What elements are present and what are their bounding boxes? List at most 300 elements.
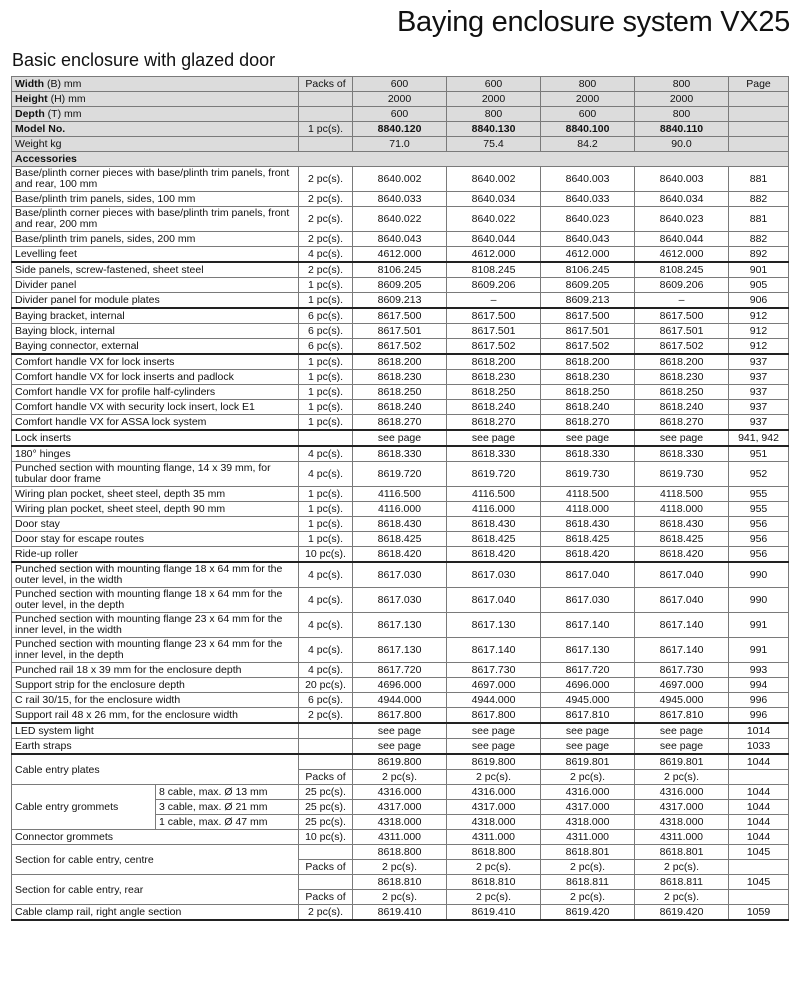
model-value-cell: 8618.330 [353,446,447,462]
section-subtitle: Basic enclosure with glazed door [12,50,276,70]
accessory-label: Divider panel [12,278,299,293]
page-ref-cell: 905 [729,278,789,293]
packs-value-cell: 2 pc(s). [353,890,447,905]
accessory-label: Cable clamp rail, right angle section [12,905,299,921]
model-value-cell: 8617.030 [353,588,447,613]
model-value-cell: 8617.130 [541,638,635,663]
accessory-label: Support rail 48 x 26 mm, for the enclosure width [12,708,299,724]
table-row [12,247,789,263]
model-value-cell: 2000 [635,92,729,107]
page-ref-cell: 952 [729,462,789,487]
model-value-cell: 8617.810 [635,708,729,724]
model-value-cell: 8618.200 [635,354,729,370]
model-value-cell: 8618.430 [635,517,729,532]
page-ref-cell: 937 [729,415,789,431]
accessory-label: Baying block, internal [12,324,299,339]
page-ref-cell: 892 [729,247,789,263]
table-row [12,502,789,517]
model-value-cell: 8617.130 [447,613,541,638]
model-value-cell: 4317.000 [447,800,541,815]
model-value-cell: see page [447,739,541,755]
model-value-cell: see page [353,739,447,755]
packs-value-cell: 2 pc(s). [353,770,447,785]
model-value-cell: 8617.502 [635,339,729,355]
model-value-cell: 4945.000 [541,693,635,708]
model-value-cell: 8617.502 [541,339,635,355]
model-value-cell: 4118.500 [635,487,729,502]
model-value-cell: 8617.502 [447,339,541,355]
table-row [12,152,789,167]
accessory-label: Wiring plan pocket, sheet steel, depth 35 mm [12,487,299,502]
model-value-cell: 8619.720 [447,462,541,487]
page-ref-cell: 882 [729,192,789,207]
accessory-label: Comfort handle VX for profile half-cylinders [12,385,299,400]
packs-cell [299,430,353,446]
model-value-cell: 8617.140 [635,613,729,638]
model-value-cell: 600 [541,107,635,122]
page-ref-cell [729,860,789,875]
page-ref-cell: 993 [729,663,789,678]
packs-value-cell: 2 pc(s). [353,860,447,875]
table-row [12,638,789,663]
model-value-cell: 8618.200 [447,354,541,370]
packs-cell: Packs of [299,890,353,905]
model-value-cell: 8619.800 [353,754,447,770]
table-row [12,562,789,588]
packs-cell: 2 pc(s). [299,192,353,207]
model-value-cell: 8617.030 [353,562,447,588]
page-ref-cell: 912 [729,339,789,355]
model-value-cell: 8617.130 [353,638,447,663]
page-ref-cell [729,770,789,785]
page-ref-cell: Page [729,77,789,92]
table-row [12,430,789,446]
model-value-cell: 4116.500 [353,487,447,502]
model-value-cell: 4697.000 [447,678,541,693]
table-row [12,693,789,708]
grommet-variant-label: 3 cable, max. Ø 21 mm [156,800,299,815]
accessory-label: Levelling feet [12,247,299,263]
page-ref-cell: 956 [729,547,789,563]
table-row [12,830,789,845]
model-value-cell: 8618.420 [447,547,541,563]
model-value-cell: 4316.000 [635,785,729,800]
model-value-cell: 4944.000 [353,693,447,708]
model-value-cell: 8618.811 [541,875,635,890]
model-value-cell: 8618.420 [353,547,447,563]
page-ref-cell: 937 [729,370,789,385]
packs-cell: 4 pc(s). [299,613,353,638]
model-value-cell: 8618.230 [447,370,541,385]
model-value-cell: see page [635,430,729,446]
model-value-cell: 8618.810 [447,875,541,890]
packs-cell: 2 pc(s). [299,207,353,232]
accessory-label: Base/plinth trim panels, sides, 100 mm [12,192,299,207]
page-ref-cell [729,92,789,107]
model-value-cell: 8619.730 [635,462,729,487]
model-value-cell: 8640.034 [635,192,729,207]
model-value-cell: 4612.000 [635,247,729,263]
model-value-cell: 4316.000 [353,785,447,800]
model-value-cell: 8617.720 [353,663,447,678]
accessory-label: Base/plinth corner pieces with base/plinth trim panels, front and rear, 100 mm [12,167,299,192]
model-value-cell: 8640.043 [541,232,635,247]
model-value-cell: 71.0 [353,137,447,152]
model-value-cell: 8618.250 [541,385,635,400]
packs-value-cell: 2 pc(s). [541,860,635,875]
page-ref-cell: 1044 [729,830,789,845]
packs-cell: Packs of [299,770,353,785]
model-value-cell: 8840.130 [447,122,541,137]
model-value-cell: 8619.730 [541,462,635,487]
accessory-label: Door stay for escape routes [12,532,299,547]
table-row [12,232,789,247]
model-value-cell: 8618.430 [447,517,541,532]
model-value-cell: 8617.030 [447,562,541,588]
model-value-cell: 4317.000 [635,800,729,815]
model-value-cell: 8617.730 [635,663,729,678]
model-value-cell: 8618.330 [447,446,541,462]
model-value-cell: 8640.043 [353,232,447,247]
model-value-cell: 8619.410 [447,905,541,921]
accessory-label: Cable entry grommets [12,785,156,830]
model-value-cell: 4318.000 [541,815,635,830]
model-value-cell: 4318.000 [635,815,729,830]
model-value-cell: 8617.500 [353,308,447,324]
packs-cell: 4 pc(s). [299,638,353,663]
model-value-cell: 8609.205 [541,278,635,293]
accessory-label: C rail 30/15, for the enclosure width [12,693,299,708]
model-value-cell: 8618.420 [635,547,729,563]
model-value-cell: 8618.270 [635,415,729,431]
model-value-cell: 8618.425 [541,532,635,547]
header-label-bold: Depth [15,108,45,120]
table-row [12,167,789,192]
accessory-label: Punched section with mounting flange 18 x 64 mm for the outer level, in the depth [12,588,299,613]
model-value-cell: 8617.501 [353,324,447,339]
model-value-cell: 8609.206 [447,278,541,293]
model-value-cell: 8618.270 [353,415,447,431]
model-value-cell: 8618.801 [541,845,635,860]
model-value-cell: 8618.425 [353,532,447,547]
page-ref-cell: 1045 [729,875,789,890]
model-value-cell: 800 [447,107,541,122]
accessory-label: Support strip for the enclosure depth [12,678,299,693]
model-value-cell: 4945.000 [635,693,729,708]
model-value-cell: 4118.500 [541,487,635,502]
page-ref-cell: 994 [729,678,789,693]
model-value-cell: 8617.140 [541,613,635,638]
model-value-cell: 8618.230 [541,370,635,385]
packs-cell: 4 pc(s). [299,663,353,678]
model-value-cell: see page [541,723,635,739]
accessory-label: Ride-up roller [12,547,299,563]
model-value-cell: 8640.002 [353,167,447,192]
packs-cell: 6 pc(s). [299,308,353,324]
model-value-cell: 8840.100 [541,122,635,137]
model-value-cell: 2000 [353,92,447,107]
table-row [12,532,789,547]
model-value-cell: – [447,293,541,309]
model-value-cell: see page [635,723,729,739]
model-value-cell: 8618.800 [447,845,541,860]
model-value-cell: 8640.034 [447,192,541,207]
page-ref-cell: 1014 [729,723,789,739]
model-value-cell: 800 [541,77,635,92]
model-value-cell: see page [541,739,635,755]
packs-cell: 1 pc(s). [299,278,353,293]
model-value-cell: 8640.023 [635,207,729,232]
model-value-cell: 8617.040 [635,562,729,588]
model-value-cell: see page [353,723,447,739]
model-value-cell: 8618.270 [541,415,635,431]
table-row [12,107,789,122]
model-value-cell: 8617.500 [447,308,541,324]
table-row [12,293,789,309]
header-label-unit: Weight kg [15,138,62,150]
packs-cell: 25 pc(s). [299,785,353,800]
header-label-unit: (H) mm [47,93,86,105]
model-value-cell: 2000 [447,92,541,107]
page-ref-cell: 937 [729,400,789,415]
model-value-cell: 2000 [541,92,635,107]
page-ref-cell: 1044 [729,815,789,830]
accessory-label: Connector grommets [12,830,299,845]
table-row [12,588,789,613]
table-row [12,845,789,860]
page-ref-cell [729,137,789,152]
model-value-cell: 8617.040 [447,588,541,613]
model-value-cell: 8617.730 [447,663,541,678]
table-row [12,446,789,462]
model-value-cell: 8617.810 [541,708,635,724]
page-ref-cell: 881 [729,167,789,192]
packs-cell: 4 pc(s). [299,588,353,613]
accessory-label: 180° hinges [12,446,299,462]
model-value-cell: 8617.140 [635,638,729,663]
page-ref-cell: 906 [729,293,789,309]
accessory-label: Divider panel for module plates [12,293,299,309]
packs-value-cell: 2 pc(s). [635,890,729,905]
model-value-cell: 4318.000 [447,815,541,830]
table-row [12,663,789,678]
model-value-cell: 8640.022 [447,207,541,232]
table-row [12,207,789,232]
accessory-label: Baying bracket, internal [12,308,299,324]
model-value-cell: 4696.000 [541,678,635,693]
accessories-spec-table [11,76,789,921]
page-ref-cell: 937 [729,385,789,400]
page-ref-cell [729,890,789,905]
packs-cell: 1 pc(s). [299,293,353,309]
grommet-variant-label: 8 cable, max. Ø 13 mm [156,785,299,800]
header-label-unit: (B) mm [44,78,82,90]
accessory-label: Comfort handle VX for lock inserts [12,354,299,370]
accessory-label: Door stay [12,517,299,532]
model-value-cell: 8640.002 [447,167,541,192]
model-value-cell: see page [353,430,447,446]
model-value-cell: 84.2 [541,137,635,152]
page-ref-cell: 1033 [729,739,789,755]
packs-cell: 20 pc(s). [299,678,353,693]
model-value-cell: 8617.501 [447,324,541,339]
model-value-cell: 8618.250 [635,385,729,400]
table-row [12,308,789,324]
model-value-cell: see page [635,739,729,755]
model-value-cell: 4317.000 [353,800,447,815]
table-row [12,462,789,487]
model-value-cell: 4612.000 [447,247,541,263]
model-value-cell: 4316.000 [447,785,541,800]
accessory-label: Punched section with mounting flange 18 x 64 mm for the outer level, in the width [12,562,299,588]
packs-cell: 6 pc(s). [299,324,353,339]
model-value-cell: 4311.000 [635,830,729,845]
page-ref-cell: 912 [729,324,789,339]
table-row [12,739,789,755]
packs-cell [299,845,353,860]
table-row [12,517,789,532]
model-value-cell: 8618.430 [353,517,447,532]
table-row [12,678,789,693]
packs-cell: 2 pc(s). [299,905,353,921]
page-ref-cell: 881 [729,207,789,232]
table-row [12,415,789,431]
model-value-cell: 8617.140 [447,638,541,663]
page-title: Baying enclosure system VX25 [397,6,790,38]
packs-cell: 4 pc(s). [299,446,353,462]
packs-value-cell: 2 pc(s). [541,770,635,785]
table-row [12,708,789,724]
accessory-label: Comfort handle VX for lock inserts and padlock [12,370,299,385]
model-value-cell: 800 [635,107,729,122]
packs-cell: 2 pc(s). [299,167,353,192]
page-ref-cell: 882 [729,232,789,247]
model-value-cell: 8640.023 [541,207,635,232]
table-row [12,192,789,207]
model-value-cell: see page [541,430,635,446]
accessory-label: Lock inserts [12,430,299,446]
packs-cell [299,875,353,890]
packs-cell: 1 pc(s). [299,415,353,431]
model-value-cell: 8609.213 [353,293,447,309]
accessory-label: Cable entry plates [12,754,299,785]
model-value-cell: 600 [353,77,447,92]
model-value-cell: 8618.200 [541,354,635,370]
model-value-cell: 8618.240 [447,400,541,415]
model-value-cell: 8617.501 [541,324,635,339]
model-value-cell: 90.0 [635,137,729,152]
model-value-cell: 8617.720 [541,663,635,678]
page-ref-cell: 990 [729,562,789,588]
accessory-label: Section for cable entry, centre [12,845,299,875]
table-row [12,905,789,921]
model-value-cell: 75.4 [447,137,541,152]
model-value-cell: 8619.420 [635,905,729,921]
page-ref-cell: 951 [729,446,789,462]
table-row [12,262,789,278]
header-label-cell [12,137,299,152]
model-value-cell: 8617.500 [635,308,729,324]
model-value-cell: 8617.040 [541,562,635,588]
page-ref-cell: 941, 942 [729,430,789,446]
table-row [12,723,789,739]
model-value-cell: 8619.801 [541,754,635,770]
model-value-cell: 8618.330 [541,446,635,462]
model-value-cell: 8640.003 [541,167,635,192]
model-value-cell: 4612.000 [541,247,635,263]
model-value-cell: 4311.000 [541,830,635,845]
model-value-cell: 8618.330 [635,446,729,462]
packs-cell: 1 pc(s). [299,122,353,137]
model-value-cell: 8640.033 [541,192,635,207]
page-ref-cell: 956 [729,517,789,532]
page-ref-cell: 991 [729,638,789,663]
model-value-cell: 8618.250 [353,385,447,400]
table-row [12,400,789,415]
model-value-cell: 600 [447,77,541,92]
model-value-cell: 8618.200 [353,354,447,370]
accessory-label: Side panels, screw-fastened, sheet steel [12,262,299,278]
table-row [12,785,789,800]
table-row [12,339,789,355]
packs-value-cell: 2 pc(s). [635,860,729,875]
model-value-cell: 8640.003 [635,167,729,192]
table-row [12,122,789,137]
page-ref-cell: 996 [729,708,789,724]
packs-cell [299,739,353,755]
model-value-cell: 8618.425 [447,532,541,547]
packs-cell: 1 pc(s). [299,354,353,370]
model-value-cell: 8618.230 [353,370,447,385]
packs-value-cell: 2 pc(s). [635,770,729,785]
model-value-cell: 8840.110 [635,122,729,137]
page-ref-cell: 937 [729,354,789,370]
table-row [12,77,789,92]
table-row [12,370,789,385]
model-value-cell: 8617.130 [353,613,447,638]
model-value-cell: 8640.044 [447,232,541,247]
model-value-cell: 8617.502 [353,339,447,355]
accessory-label: Base/plinth trim panels, sides, 200 mm [12,232,299,247]
model-value-cell: 4697.000 [635,678,729,693]
model-value-cell: 8618.801 [635,845,729,860]
model-value-cell: 800 [635,77,729,92]
page-ref-cell: 912 [729,308,789,324]
packs-cell: 25 pc(s). [299,815,353,830]
packs-cell: 2 pc(s). [299,262,353,278]
model-value-cell: 8618.800 [353,845,447,860]
packs-cell [299,92,353,107]
model-value-cell: 600 [353,107,447,122]
model-value-cell: 4944.000 [447,693,541,708]
model-value-cell: 4116.000 [353,502,447,517]
model-value-cell: 4696.000 [353,678,447,693]
packs-cell: 25 pc(s). [299,800,353,815]
packs-cell: Packs of [299,860,353,875]
model-value-cell: 4318.000 [353,815,447,830]
accessory-label: LED system light [12,723,299,739]
packs-value-cell: 2 pc(s). [447,770,541,785]
table-row [12,754,789,770]
model-value-cell: 8617.040 [635,588,729,613]
model-value-cell: 8617.030 [541,588,635,613]
model-value-cell: 4118.000 [635,502,729,517]
model-value-cell: 8619.801 [635,754,729,770]
page-ref-cell: 955 [729,502,789,517]
packs-cell: 10 pc(s). [299,830,353,845]
packs-cell: 4 pc(s). [299,462,353,487]
packs-cell: 10 pc(s). [299,547,353,563]
